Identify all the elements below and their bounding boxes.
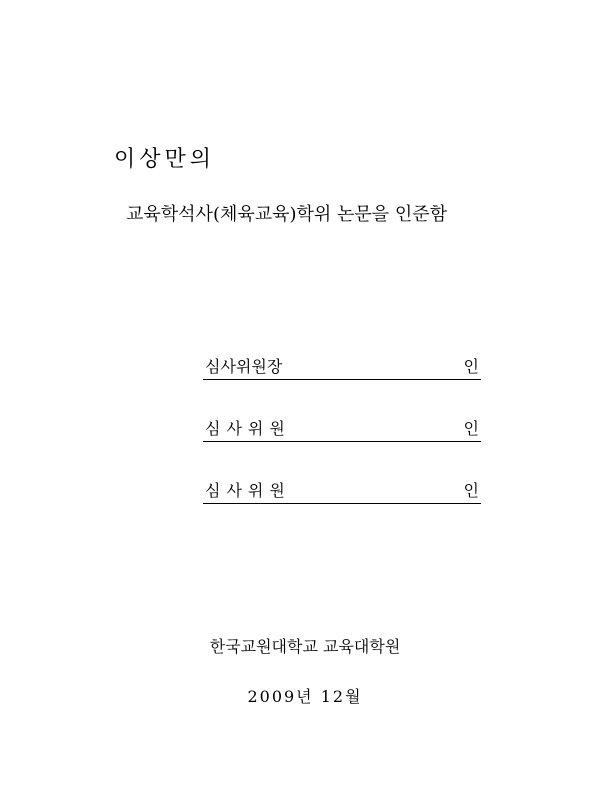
committee-role-member: 심사위원	[205, 419, 291, 438]
seal-mark: 인	[463, 481, 479, 500]
institution-name: 한국교원대학교 교육대학원	[209, 637, 401, 656]
signature-line-member	[203, 479, 481, 504]
committee-role-member: 심사위원	[205, 481, 291, 500]
approval-statement: 교육학석사(체육교육)학위 논문을 인준함	[126, 204, 448, 225]
signature-line-member	[203, 417, 481, 442]
seal-mark: 인	[463, 419, 479, 438]
committee-role-chair: 심사위원장	[205, 357, 283, 376]
signature-line-chair	[203, 355, 481, 380]
approval-date: 2009년 12월	[247, 687, 363, 706]
author-line: 이상만의	[114, 147, 216, 172]
seal-mark: 인	[463, 357, 479, 376]
